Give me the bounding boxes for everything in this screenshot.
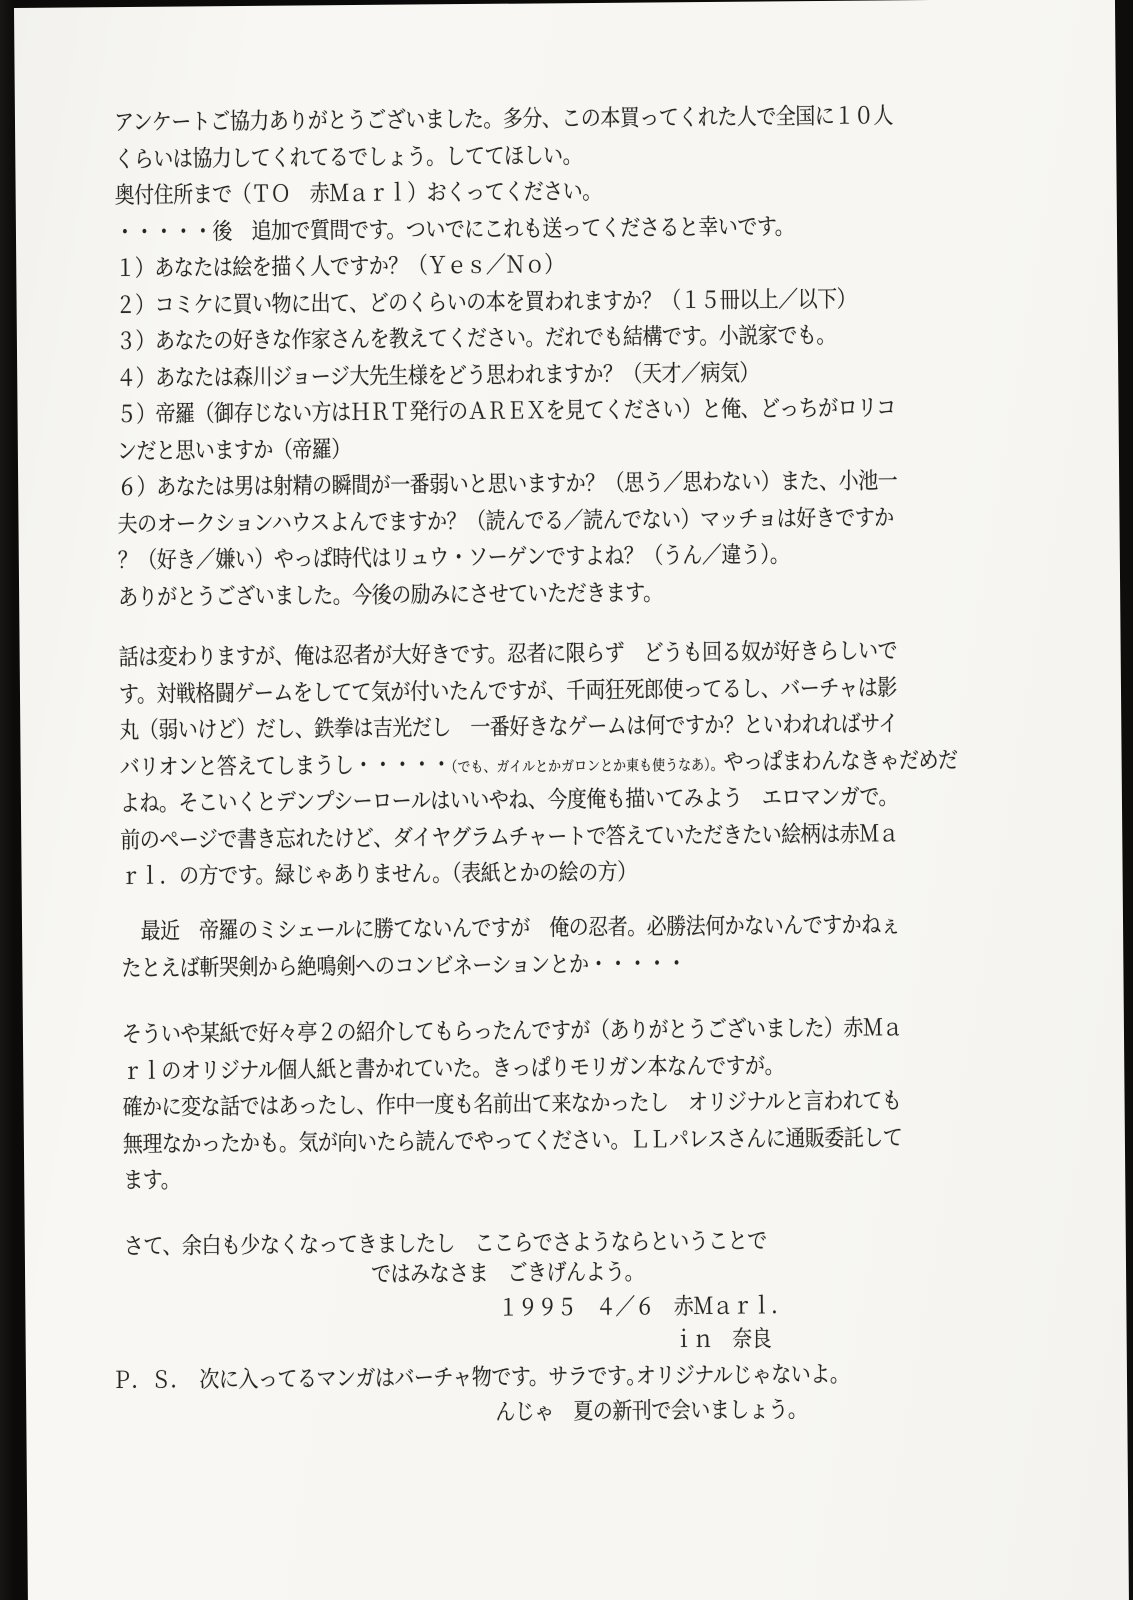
body-text [14, 0, 1115, 1194]
original-book-paragraph [122, 1010, 904, 1199]
text-line: １）あなたは絵を描く人ですか？（Ｙｅｓ／Ｎｏ） [115, 252, 564, 282]
text-segment: バリオンと答えてしまうし・・・・・ [119, 752, 452, 781]
goodbye-line: ではみなさま ごきげんよう。 [370, 1259, 645, 1288]
text-line: ５）帝羅（御存じない方はＨＲＴ発行のＡＲＥＸを見てください）と俺、どっちがロリコ [116, 395, 896, 428]
text-line: ？（好き／嫌い）やっぱ時代はリュウ・ソーゲンですよね？（うん／違う）。 [117, 542, 790, 574]
text-line: ンだと思いますか（帝羅） [116, 436, 351, 465]
survey-thanks-paragraph [114, 98, 898, 616]
text-line: ３）あなたの好きな作家さんを教えてください。だれでも結構です。小説家でも。 [115, 323, 836, 355]
text-line: 無理なかったかも。気が向いたら読んでやってください。ＬＬパレスさんに通販委託して [122, 1125, 903, 1158]
text-line: 丸（弱いけど）だし、鉄拳は吉光だし 一番好きなゲームは何ですか？といわれればサイ [119, 711, 899, 744]
text-line: くらいは協力してくれてるでしょう。しててほしい。 [114, 142, 583, 173]
text-line: ｒｌのオリジナル個人紙と書かれていた。きっぱりモリガン本なんですが。 [122, 1053, 785, 1085]
page-text-layer [14, 0, 1129, 1600]
text-line: ありがとうございました。今後の励みにさせていただきます。 [118, 580, 663, 611]
text-line: 話は変わりますが、俺は忍者が大好きです。忍者に限らず どうも回る奴が好きらしいで [118, 638, 898, 671]
see-you-line: んじゃ 夏の新刊で会いましょう。 [495, 1397, 808, 1426]
michelle-paragraph [121, 907, 901, 987]
text-line: 前のページで書き忘れたけど、ダイヤグラムチャートで答えていただきたい絵柄は赤Ｍａ [120, 821, 899, 854]
scanned-page [14, 0, 1129, 1600]
location-line: ｉｎ 奈良 [673, 1326, 772, 1353]
text-line: 確かに変な話ではあったし、作中一度も名前出て来なかったし オリジナルと言われても [122, 1088, 902, 1121]
text-line: ・・・・・後 追加で質問です。ついでにこれも送ってくださると幸いです。 [114, 214, 795, 246]
text-line: たとえば斬哭剣から絶鳴剣へのコンビネーションとか・・・・・ [121, 950, 687, 982]
text-line: す。対戦格闘ゲームをしてて気が付いたんですが、千両狂死郎使ってるし、バーチャは影 [118, 675, 897, 708]
text-line: ６）あなたは男は射精の瞬間が一番弱いと思いますか？（思う／思わない）また、小池一 [117, 468, 898, 501]
date-signature-line: １９９５ ４／６ 赤Ｍａｒｌ． [498, 1293, 791, 1322]
postscript-line: Ｐ．Ｓ． 次に入ってるマンガはバーチャ物です。サラです｡オリジナルじゃないよ。 [111, 1362, 850, 1394]
farewell-line: さて、余白も少なくなってきましたし ここらでさようならということで [123, 1228, 767, 1260]
text-line: アンケートご協力ありがとうございました。多分、この本買ってくれた人で全国に１０人 [113, 103, 893, 136]
text-line: 最近 帝羅のミシェールに勝てないんですが 俺の忍者。必勝法何かないんですかねぇ [120, 912, 901, 945]
text-line: ４）あなたは森川ジョージ大先生様をどう思われますか？（天才／病気） [116, 360, 760, 392]
text-line: ｒｌ．の方です。緑じゃありません。（表紙とかの絵の方） [120, 859, 637, 890]
text-line: ます。 [123, 1167, 181, 1194]
text-line: 夫のオークションハウスよんでますか？（読んでる／読んでない）マッチョは好きですか [117, 505, 894, 538]
text-line: 奥付住所まで（ＴＯ 赤Ｍａｒｌ）おくってください。 [114, 179, 602, 209]
text-line: そういや某紙で好々亭２の紹介してもらったんですが（ありがとうございました）赤Ｍａ [121, 1015, 903, 1048]
text-segment: やっぱまわんなきゃだめだ [723, 747, 958, 775]
text-line: よね。そこいくとデンプシーロールはいいやね、今度俺も描いてみよう エロマンガで。 [119, 784, 899, 817]
text-line: ２）コミケに買い物に出て、どのくらいの本を買われますか？（１５冊以上／以下） [115, 286, 857, 319]
ninja-games-paragraph [119, 633, 959, 896]
small-aside-text: （でも、ガイルとかガロンとか東も使うなあ）。 [450, 755, 724, 776]
